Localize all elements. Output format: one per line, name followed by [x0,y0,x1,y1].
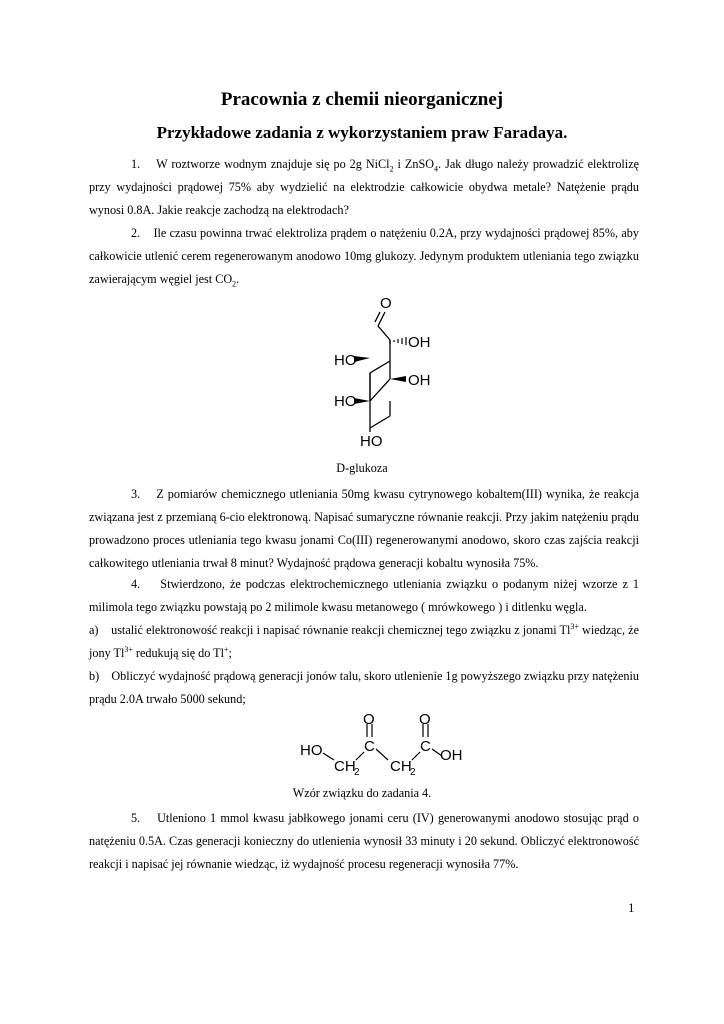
task-4a-text-4: ; [228,646,232,660]
task-4b-label: b) [89,669,100,683]
task-4a-label: a) [89,623,99,637]
formula-4-structure [296,708,476,778]
task-2-text: Ile czasu powinna trwać elektroliza prądem o natężeniu 0.2A, przy wydajności prądowej 85%, aby całkowicie utlenić cerem regenerowanym anodowo 10mg glukozy. Jedynym produktem utleniania tego związku zawierającym węgiel jest CO [89,226,639,286]
formula-4-o2-label: O [419,711,431,728]
task-4-number: 4. [131,577,141,591]
formula-4-ch2a-sub: 2 [354,767,360,778]
task-4a-text: ustalić elektronowość reakcji i napisać równanie reakcji chemicznej tego związku z jonami Tl [111,623,571,637]
document-title: Pracownia z chemii nieorganicznej [220,89,504,110]
page-number: 1 [628,900,635,915]
task-5-text: Utleniono 1 mmol kwasu jabłkowego jonami ceru (IV) generowanymi anodowo stosując prąd o natężeniu 0.5A. Czas generacji konieczny do utlenienia wynosił 33 minuty i 20 sekund. Obliczyć elektronowość reakcji i napisać jej równanie wiedząc, iż wydajność procesu regeneracji wynosiła 77%. [89,811,639,871]
task-4b-text: Obliczyć wydajność prądową generacji jonów talu, skoro utlenienie 1g powyższego związku przy natężeniu prądu 2.0A trwało 5000 sekund; [89,669,639,706]
task-2-text-2: . [236,272,240,286]
task-1-number: 1. [131,157,141,171]
glucose-structure [320,288,460,454]
glucose-oh-1-label: OH [408,334,431,351]
formula-4-caption: Wzór związku do zadania 4. [292,786,432,800]
task-4a-sup-3: + [224,644,229,654]
task-4-text: Stwierdzono, że podczas elektrochemicznego utleniania związku o podanym niżej wzorze z 1 milimola tego związku powstają po 2 milimole kwasu metanowego ( mrówkowego ) i ditlenku węgla. [89,577,640,614]
task-4a-text-3: redukują się do Tl [132,646,225,660]
task-1-text: W roztworze wodnym znajduje się po 2g NiCl [156,157,390,171]
task-1 [89,153,639,222]
task-2-number: 2. [131,226,141,240]
task-1-sub-1: 2 [389,164,394,174]
task-4a-text-2: wiedząc, że jony Tl [89,623,639,660]
glucose-o-label: O [380,295,392,312]
task-4b [89,665,639,711]
glucose-ho-4-label: HO [334,393,357,410]
task-4 [89,573,639,619]
glucose-oh-3-label: OH [408,372,431,389]
formula-4-c1-label: C [364,738,375,755]
task-2-sub: 2 [232,279,237,289]
glucose-caption: D-glukoza [336,461,388,475]
task-1-sub-2: 4 [434,164,439,174]
formula-4-ch2b-sub: 2 [410,767,416,778]
formula-4-ch2a-label: CH [334,758,356,775]
glucose-ho-2-label: HO [334,352,357,369]
formula-4-ch2b-label: CH [390,758,412,775]
document-subtitle: Przykładowe zadania z wykorzystaniem praw Faradaya. [156,123,568,142]
task-4a-sup-1: 3+ [570,621,579,631]
task-4a [89,619,639,665]
task-1-text-2: i ZnSO [393,157,435,171]
task-4a-sup-2: 3+ [124,644,133,654]
formula-4-ho-label: HO [300,742,323,759]
task-1-text-3: . Jak długo należy prowadzić elektrolizę przy wydajności prądowej 75% aby wydzielić na elektrodzie całkowicie obydwa metale? Natężenie prądu wynosi 0.8A. Jakie reakcje zachodzą na elektrodach? [89,157,640,217]
task-5 [89,807,639,876]
task-5-number: 5. [131,811,141,825]
task-3-number: 3. [131,487,141,501]
task-3 [89,483,639,575]
formula-4-oh-label: OH [440,747,463,764]
task-3-text: Z pomiarów chemicznego utleniania 50mg kwasu cytrynowego kobaltem(III) wynika, że reakcja związana jest z przemianą 6-cio elektronową. Napisać sumaryczne równanie reakcji. Przy jakim natężeniu prądu prowadzono proces utleniania tego kwasu jonami Co(III) regenerowanymi anodowo, skoro czas zajścia reakcji całkowitego utleniania trwał 8 minut? Wydajność prądowa generacji kobaltu wynosiła 75%. [89,487,640,570]
task-2 [89,222,639,291]
formula-4-c2-label: C [420,738,431,755]
formula-4-o1-label: O [363,711,375,728]
glucose-ho-5-label: HO [360,433,383,450]
